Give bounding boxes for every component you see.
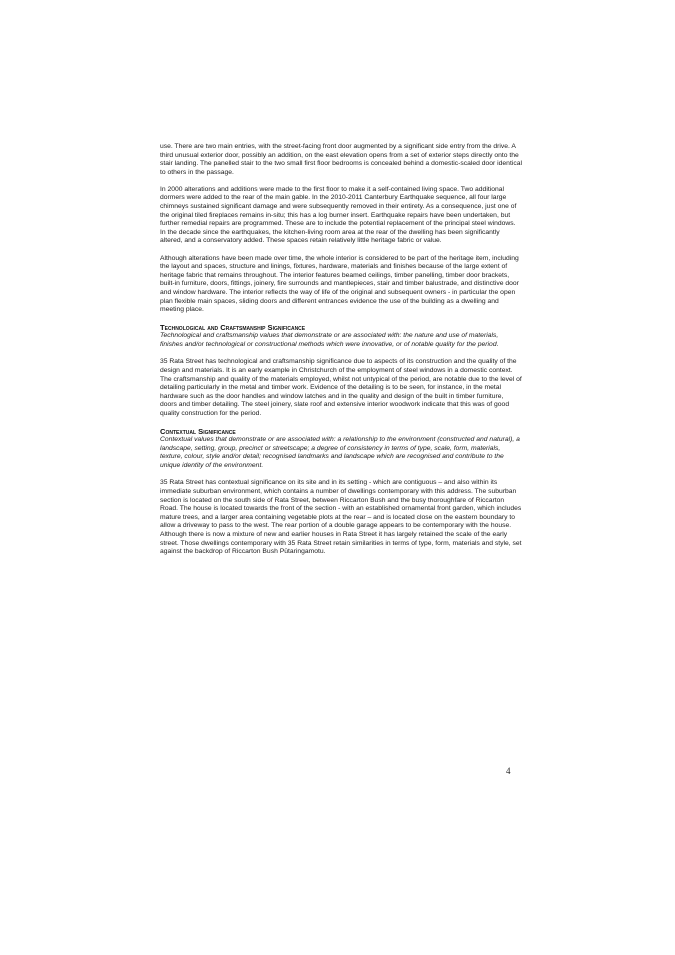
paragraph-technological: 35 Rata Street has technological and craftsmanship significance due to aspects of its construction and the quality of the design and materials. It is an early example in Christchurch of the employment of steel windows in a domestic context. The craftsmanship and quality of the materials employed, whilst not untypical of the period, are notable due to the level of detailing particularly in the metal and timber work. Evidence of the detailing is to be seen, for instance, in the metal hardware such as the door handles and window latches and in the quality and design of the built in timber furniture, doors and timber detailing. The steel joinery, slate roof and extensive interior woodwork indicate that this was of good quality construction for the period.: [160, 358, 522, 417]
paragraph-interior: Although alterations have been made over time, the whole interior is considered to be part of the heritage item, including the layout and spaces, structure and linings, fixtures, hardware, materials and finishes because of the large extent of heritage fabric that remains throughout. The interior features beamed ceilings, timber panelling, timber door brackets, built-in furniture, doors, fittings, joinery, fire surrounds and mantlepieces, stair and timber balustrade, and distinctive door and window hardware. The interior reflects the way of life of the original and subsequent owners - in particular the open plan flexible main spaces, sliding doors and different entrances evidence the use of the building as a dwelling and meeting place.: [160, 254, 519, 314]
page-content: [160, 143, 522, 565]
paragraph-alterations: In 2000 alterations and additions were made to the first floor to make it a self-contained living space. Two additional dormers were added to the rear of the main gable. In the 2010-2011 Canterbury Earthquake sequence, all four large chimneys sustained significant damage and were subsequently removed in their entirety. As a consequence, just one of the original tiled fireplaces remains in-situ; this has a log burner insert. Earthquake repairs have been undertaken, but further remedial repairs are programmed. These are to include the potential replacement of the principal steel windows. In the decade since the earthquakes, the kitchen-living room area at the rear of the dwelling has been significantly altered, and a conservatory added. These spaces retain relatively little heritage fabric or value.: [160, 185, 517, 245]
paragraph-contextual: 35 Rata Street has contextual significance on its site and in its setting - which are contiguous – and also within its immediate suburban environment, which contains a number of dwellings contemporary with this address. The suburban section is located on the south side of Rata Street, between Riccarton Bush and the busy thoroughfare of Riccarton Road. The house is located towards the front of the section - with an established ornamental front garden, which includes mature trees, and a larger area containing vegetable plots at the rear – and is located close on the eastern boundary to allow a driveway to pass to the west. The rear portion of a double garage appears to be contemporary with the house. Although there is now a mixture of new and earlier houses in Rata Street it has largely retained the scale of the early street. Those dwellings contemporary with 35 Rata Street retain similarities in terms of type, form, materials and style, set against the backdrop of Riccarton Bush Pūtaringamotu.: [160, 479, 522, 556]
section-intro-contextual: Contextual values that demonstrate or are associated with: a relationship to the environment (constructed and natural), a landscape, setting, group, precinct or streetscape; a degree of consistency in terms of type, scale, form, materials, texture, colour, style and/or detail; recognised landmarks and landscape which are recognised and contribute to the unique identity of the environment.: [160, 436, 520, 469]
paragraph-entries: use. There are two main entries, with the street-facing front door augmented by a significant side entry from the drive. A third unusual exterior door, possibly an addition, on the east elevation opens from a set of exterior steps directly onto the stair landing. The panelled stair to the two small first floor bedrooms is concealed behind a domestic-scaled door identical to others in the passage.: [160, 143, 522, 176]
section-intro-technological: Technological and craftsmanship values that demonstrate or are associated with: the nature and use of materials, finishes and/or technological or constructional methods which were innovative, or of notable quality for the period.: [160, 332, 499, 348]
page-number: 4: [506, 766, 511, 776]
section-heading-technological: Technological and Craftsmanship Significance: [160, 323, 306, 333]
section-heading-contextual: Contextual Significance: [160, 427, 236, 437]
